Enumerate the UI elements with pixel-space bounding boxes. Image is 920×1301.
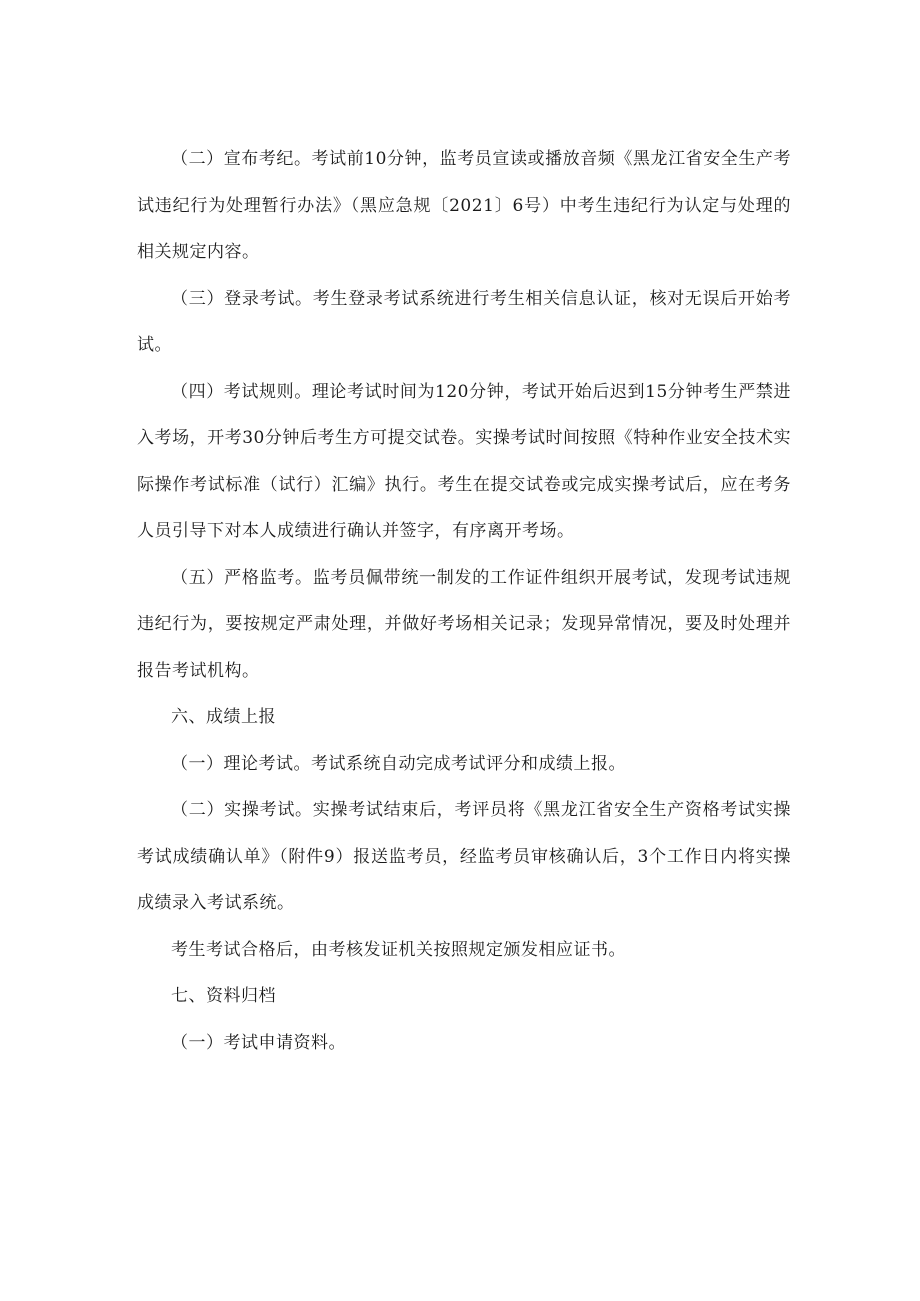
para-announce-rules: （二）宣布考纪。考试前10分钟，监考员宣读或播放音频《黑龙江省安全生产考试违纪行为处理暂行办法》（黑应急规〔2021〕6号）中考生违纪行为认定与处理的相关规定内容。 [137, 149, 791, 262]
para-application-materials: （一）考试申请资料。 [171, 1032, 346, 1053]
heading-archive: 七、资料归档 [171, 986, 276, 1006]
para-theory-exam: （一）理论考试。考试系统自动完成考试评分和成绩上报。 [171, 753, 626, 774]
para-login-exam: （三）登录考试。考生登录考试系统进行考生相关信息认证，核对无误后开始考试。 [137, 288, 791, 355]
para-strict-proctoring: （五）严格监考。监考员佩带统一制发的工作证件组织开展考试，发现考试违规违纪行为，要按规定严肃处理，并做好考场相关记录；发现异常情况，要及时处理并报告考试机构。 [137, 567, 791, 681]
para-exam-rules: （四）考试规则。理论考试时间为120分钟，考试开始后迟到15分钟考生严禁进入考场，开考30分钟后考生方可提交试卷。实操考试时间按照《特种作业安全技术实际操作考试标准（试行）汇编》执行。考生在提交试卷或完成实操考试后，应在考务人员引导下对本人成绩进行确认并签字，有序离开考场。 [137, 381, 791, 541]
para-certificate: 考生考试合格后，由考核发证机关按照规定颁发相应证书。 [171, 939, 626, 960]
document-body [137, 136, 791, 1066]
heading-score-report: 六、成绩上报 [171, 707, 276, 727]
para-practical-exam: （二）实操考试。实操考试结束后，考评员将《黑龙江省安全生产资格考试实操考试成绩确认单》（附件9）报送监考员，经监考员审核确认后，3个工作日内将实操成绩录入考试系统。 [137, 800, 791, 913]
